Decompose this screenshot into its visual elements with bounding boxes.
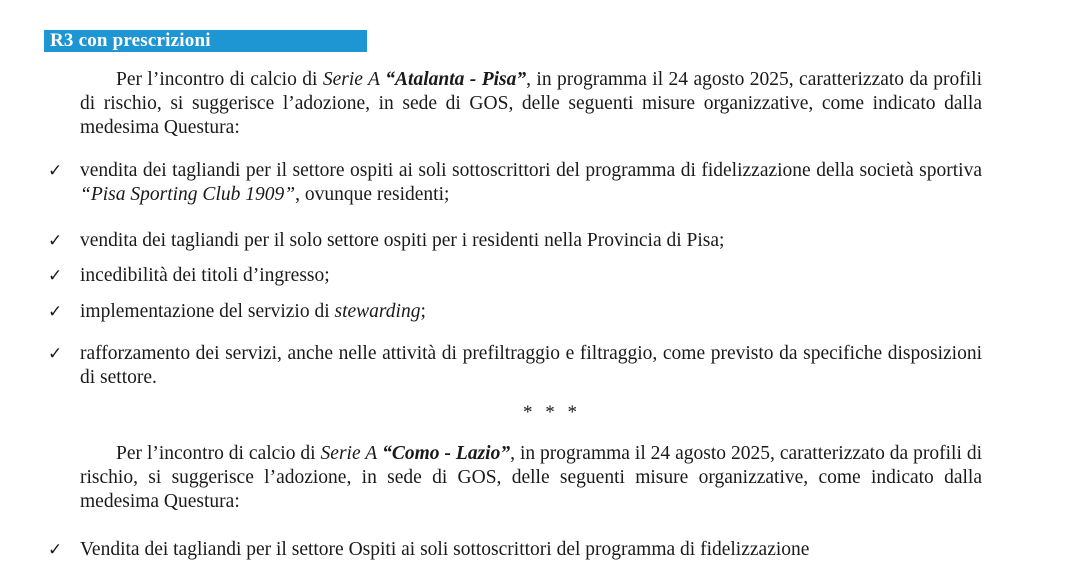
check-icon: ✓ bbox=[48, 266, 63, 286]
paragraph-text: , in programma il 24 agosto 2025, caratterizzato da profili di rischio, si suggerisce l’adozione, in sede di GOS, delle seguenti misure organizzative, come indicato dalla medesima Questura: bbox=[80, 69, 983, 138]
match-name: “Como - Lazio” bbox=[382, 443, 511, 464]
list-item-text: implementazione del servizio di stewarding; bbox=[80, 301, 426, 322]
check-icon: ✓ bbox=[48, 540, 63, 560]
paragraph-text: , in programma il 24 agosto 2025, caratterizzato da profili di rischio, si suggerisce l’adozione, in sede di GOS, delle seguenti misure organizzative, come indicato dalla medesima Questura: bbox=[80, 443, 983, 512]
check-icon: ✓ bbox=[48, 302, 63, 322]
section-separator: * * * bbox=[523, 402, 581, 423]
paragraph-como-lazio bbox=[80, 442, 982, 514]
club-name: “Pisa Sporting Club 1909” bbox=[80, 184, 296, 205]
league-name: Serie A bbox=[322, 69, 380, 90]
list-item-text: vendita dei tagliandi per il settore ospiti ai soli sottoscrittori del programma di fidelizzazione della società sportiva “Pisa Sporting Club 1909”, ovunque residenti; bbox=[80, 160, 982, 205]
check-icon: ✓ bbox=[48, 344, 63, 364]
check-icon: ✓ bbox=[48, 161, 63, 181]
league-name: Serie A bbox=[320, 443, 378, 464]
paragraph-text: Per l’incontro di calcio di bbox=[116, 443, 321, 464]
list-item-text: Vendita dei tagliandi per il settore Ospiti ai soli sottoscrittori del programma di fidelizzazione bbox=[80, 539, 810, 560]
stewarding-term: stewarding bbox=[334, 301, 421, 322]
list-item-text: vendita dei tagliandi per il solo settore ospiti per i residenti nella Provincia di Pisa; bbox=[80, 230, 725, 251]
section-header: R3 con prescrizioni bbox=[44, 30, 367, 52]
check-icon: ✓ bbox=[48, 231, 63, 251]
list-item-text: incedibilità dei titoli d’ingresso; bbox=[80, 265, 330, 286]
match-name: “Atalanta - Pisa” bbox=[385, 69, 527, 90]
paragraph-text: Per l’incontro di calcio di bbox=[116, 69, 323, 90]
list-item-text: rafforzamento dei servizi, anche nelle attività di prefiltraggio e filtraggio, come previsto da specifiche disposizioni di settore. bbox=[80, 343, 982, 388]
